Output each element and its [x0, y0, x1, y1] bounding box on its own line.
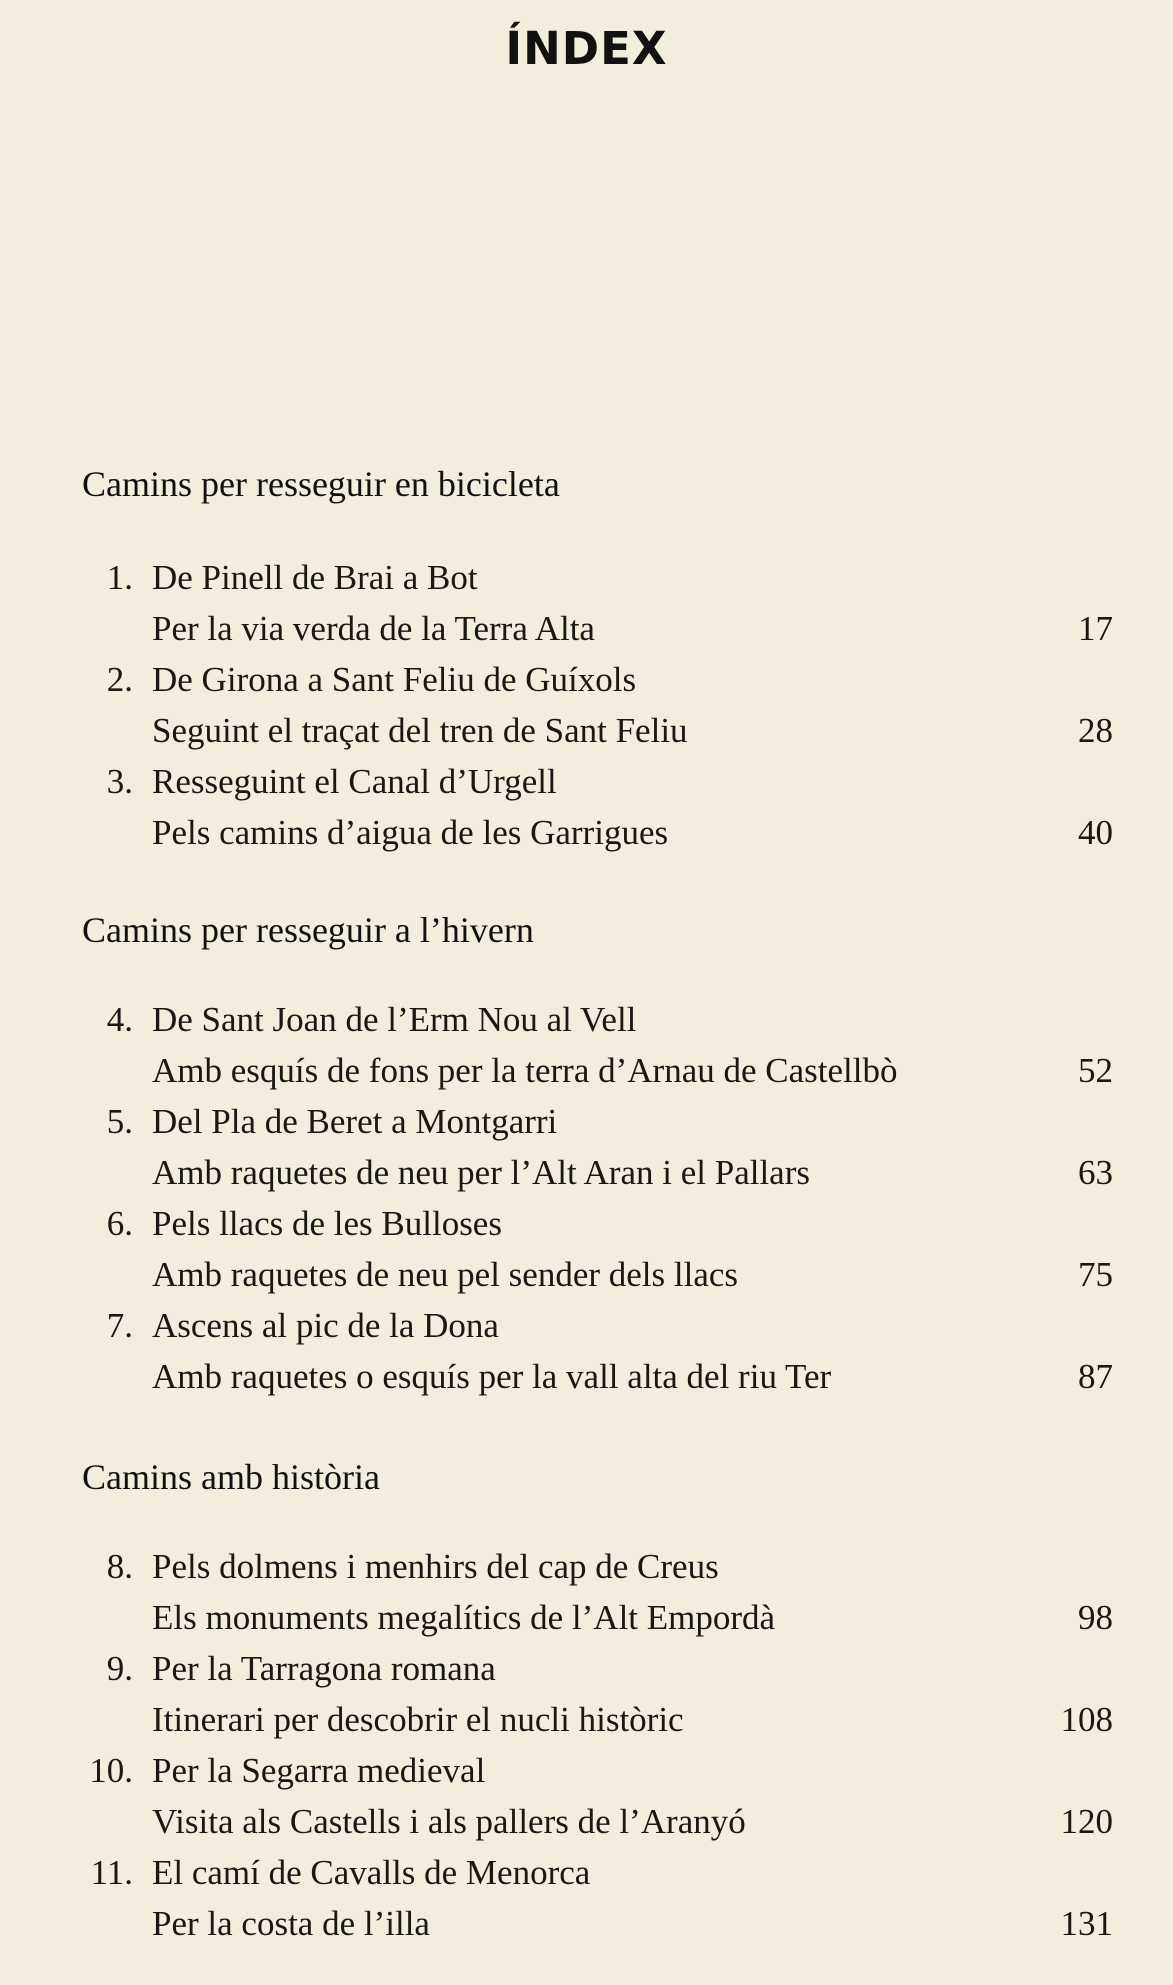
entry-page-number: 40 [1078, 813, 1113, 852]
entry-subtitle: Pels camins d’aigua de les Garrigues [152, 813, 669, 852]
entry-number: 9. [106, 1649, 133, 1688]
entry-subtitle: Amb raquetes de neu pel sender dels llacs [152, 1255, 739, 1294]
entry-number: 8. [106, 1547, 133, 1586]
entry-title: Per la Tarragona romana [152, 1649, 496, 1688]
entry-page-number: 87 [1078, 1357, 1113, 1396]
entry-title: Ascens al pic de la Dona [152, 1306, 499, 1345]
entry-subtitle: Per la via verda de la Terra Alta [152, 609, 595, 648]
section-heading: Camins per resseguir a l’hivern [82, 910, 534, 950]
entry-number: 5. [106, 1102, 133, 1141]
entry-subtitle: Amb esquís de fons per la terra d’Arnau de Castellbò [152, 1051, 898, 1090]
entry-subtitle: Itinerari per descobrir el nucli històric [152, 1700, 684, 1739]
entry-subtitle: Visita als Castells i als pallers de l’Aranyó [152, 1802, 746, 1841]
entry-title: Resseguint el Canal d’Urgell [152, 762, 557, 801]
entry-page-number: 52 [1078, 1051, 1113, 1090]
section-heading: Camins amb història [82, 1457, 380, 1497]
page-title: ÍNDEX [505, 22, 668, 75]
entry-subtitle: Per la costa de l’illa [152, 1904, 430, 1943]
entry-page-number: 98 [1078, 1598, 1113, 1637]
entry-subtitle: Els monuments megalítics de l’Alt Empordà [152, 1598, 776, 1637]
entry-title: De Girona a Sant Feliu de Guíxols [152, 660, 637, 699]
section-heading: Camins per resseguir en bicicleta [82, 464, 560, 504]
entry-number: 7. [106, 1306, 133, 1345]
entry-number: 2. [106, 660, 133, 699]
entry-title: Pels llacs de les Bulloses [152, 1204, 502, 1243]
entry-number: 1. [106, 558, 133, 597]
entry-subtitle: Amb raquetes de neu per l’Alt Aran i el Pallars [152, 1153, 810, 1192]
entry-page-number: 75 [1078, 1255, 1113, 1294]
entry-page-number: 17 [1078, 609, 1113, 648]
entry-number: 3. [106, 762, 133, 801]
entry-number: 10. [89, 1751, 133, 1790]
entry-number: 6. [106, 1204, 133, 1243]
entry-subtitle: Seguint el traçat del tren de Sant Feliu [152, 711, 688, 750]
entry-page-number: 28 [1078, 711, 1113, 750]
entry-page-number: 108 [1060, 1700, 1113, 1739]
entry-title: De Pinell de Brai a Bot [152, 558, 478, 597]
entry-number: 4. [106, 1000, 133, 1039]
entry-title: Pels dolmens i menhirs del cap de Creus [152, 1547, 719, 1586]
entry-title: El camí de Cavalls de Menorca [152, 1853, 591, 1892]
entry-title: Per la Segarra medieval [152, 1751, 486, 1790]
entry-page-number: 131 [1060, 1904, 1113, 1943]
entry-subtitle: Amb raquetes o esquís per la vall alta del riu Ter [152, 1357, 832, 1396]
entry-number: 11. [90, 1853, 133, 1892]
entry-page-number: 63 [1078, 1153, 1113, 1192]
entry-title: De Sant Joan de l’Erm Nou al Vell [152, 1000, 637, 1039]
entry-title: Del Pla de Beret a Montgarri [152, 1102, 558, 1141]
entry-page-number: 120 [1060, 1802, 1113, 1841]
